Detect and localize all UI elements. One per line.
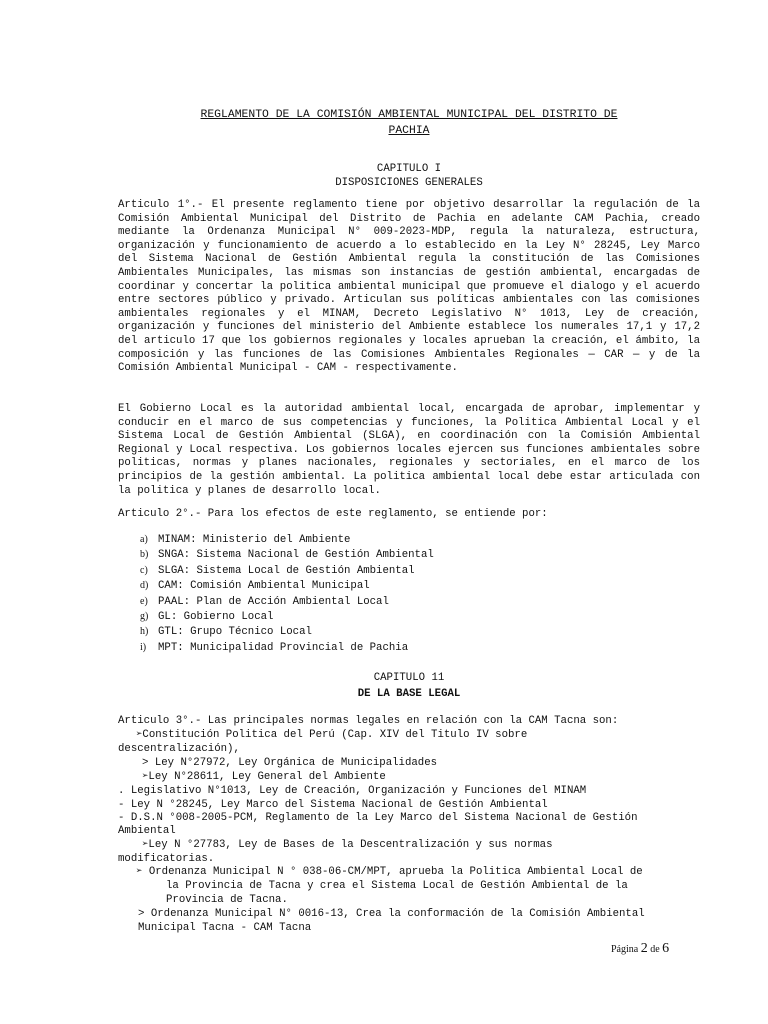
list-item: e) PAAL: Plan de Acción Ambiental Local xyxy=(140,595,389,608)
legal-item-5: - Ley N °28245, Ley Marco del Sistema Nacional de Gestión Ambiental xyxy=(118,799,548,811)
definitions-list xyxy=(140,533,434,656)
page-label: Página xyxy=(611,944,639,955)
legal-item-2: > Ley N°27972, Ley Orgánica de Municipalidades xyxy=(142,757,438,769)
title-line-2: PACHIA xyxy=(388,125,430,137)
legal-item-4: . Legislativo N°1013, Ley de Creación, Organización y Funciones del MINAM xyxy=(118,785,587,797)
chapter-2-number: CAPITULO 11 xyxy=(373,672,445,684)
total-pages: 6 xyxy=(662,941,670,956)
legal-item-9: > Ordenanza Municipal N° 0016-13, Crea la conformación de la Comisión Ambiental xyxy=(138,908,645,920)
legal-item-8-cont-1: la Provincia de Tacna y crea el Sistema Local de Gestión Ambiental de la xyxy=(166,880,628,892)
list-item: i) MPT: Municipalidad Provincial de Pachia xyxy=(140,641,409,654)
page-separator: de xyxy=(650,944,660,955)
article-1-paragraph-2: El Gobierno Local es la autoridad ambiental local, encargada de aprobar, implementar y conducir en el marco de sus competencias y funciones, la Politica Ambiental Local y el Sistema Local de Gestión Ambiental (SLGA), en coordinación con la Comisión Ambiental Regional y Local respectiva. Los gobiernos locales ejercen sus funciones ambientales sobre politicas, normas y planes nacionales, regionales y sectoriales, en el marco de los principios de la gestión ambiental. La politica ambiental local debe estar articulada con la politica y planes de desarrollo local. xyxy=(118,403,700,497)
legal-item-7: ➢Ley N °27783, Ley de Bases de la Descentralización y sus normas xyxy=(142,839,553,851)
legal-item-8: ➢ Ordenanza Municipal N ° 038-06-CM/MPT, aprueba la Politica Ambiental Local de xyxy=(136,866,643,878)
legal-item-6: - D.S.N °008-2005-PCM, Reglamento de la Ley Marco del Sistema Nacional de Gestión xyxy=(118,812,638,824)
list-item: g) GL: Gobierno Local xyxy=(140,610,274,623)
chapter-1-number: CAPITULO I xyxy=(376,163,442,175)
title-line-1: REGLAMENTO DE LA COMISIÓN AMBIENTAL MUNICIPAL DEL DISTRITO DE xyxy=(200,109,618,121)
legal-item-3: ➢Ley N°28611, Ley General del Ambiente xyxy=(142,771,386,783)
list-item: a) MINAM: Ministerio del Ambiente xyxy=(140,534,351,546)
legal-item-8-cont-2: Provincia de Tacna. xyxy=(166,894,288,906)
chapter-2-title: DE LA BASE LEGAL xyxy=(357,688,461,700)
legal-item-1-cont: descentralización), xyxy=(118,743,240,755)
chapter-1-title: DISPOSICIONES GENERALES xyxy=(335,177,483,189)
legal-item-9-cont: Municipal Tacna - CAM Tacna xyxy=(138,922,312,934)
article-2-intro: Articulo 2°.- Para los efectos de este reglamento, se entiende por: xyxy=(118,508,548,520)
document-title xyxy=(118,107,700,139)
legal-item-6-cont: Ambiental xyxy=(118,825,176,837)
list-item: h) GTL: Grupo Técnico Local xyxy=(140,626,312,639)
legal-item-7-cont: modificatorias. xyxy=(118,853,215,865)
list-item: c) SLGA: Sistema Local de Gestión Ambiental xyxy=(140,564,415,577)
page-number xyxy=(611,942,669,957)
current-page: 2 xyxy=(640,941,648,956)
document-page xyxy=(118,0,700,1024)
list-item: d) CAM: Comisión Ambiental Municipal xyxy=(140,580,370,593)
legal-item-1: ➢Constitución Politica del Perú (Cap. XIV del Titulo IV sobre xyxy=(136,729,528,741)
article-1-paragraph-1: Articulo 1°.- El presente reglamento tiene por objetivo desarrollar la regulación de la Comisión Ambiental Municipal del Distrito de Pachia en adelante CAM Pachia, creado mediante la Ordenanza Municipal N° 009-2023-MDP, regula la naturaleza, estructura, organización y funcionamiento de acuerdo a lo establecido en la Ley N° 28245, Ley Marco del Sistema Nacional de Gestión Ambiental regula la constitución de las Comisiones Ambientales Municipales, las mismas son instancias de gestión ambiental, encargadas de coordinar y concertar la politica ambiental municipal que promueve el dialogo y el acuerdo entre sectores público y privado. Articulan sus políticas ambientales con las comisiones ambientales regionales y el MINAM, Decreto Legislativo N° 1013, Ley de creación, organización y funciones del ministerio del Ambiente establece los numerales 17,1 y 17,2 del articulo 17 que los gobiernos regionales y locales aprueban la creación, el ámbito, la composición y las funciones de las Comisiones Ambientales Regionales — CAR — y de la Comisión Ambiental Municipal - CAM - respectivamente. xyxy=(118,199,700,375)
list-item: b) SNGA: Sistema Nacional de Gestión Ambiental xyxy=(140,549,434,562)
article-3-intro: Articulo 3°.- Las principales normas legales en relación con la CAM Tacna son: xyxy=(118,715,619,727)
